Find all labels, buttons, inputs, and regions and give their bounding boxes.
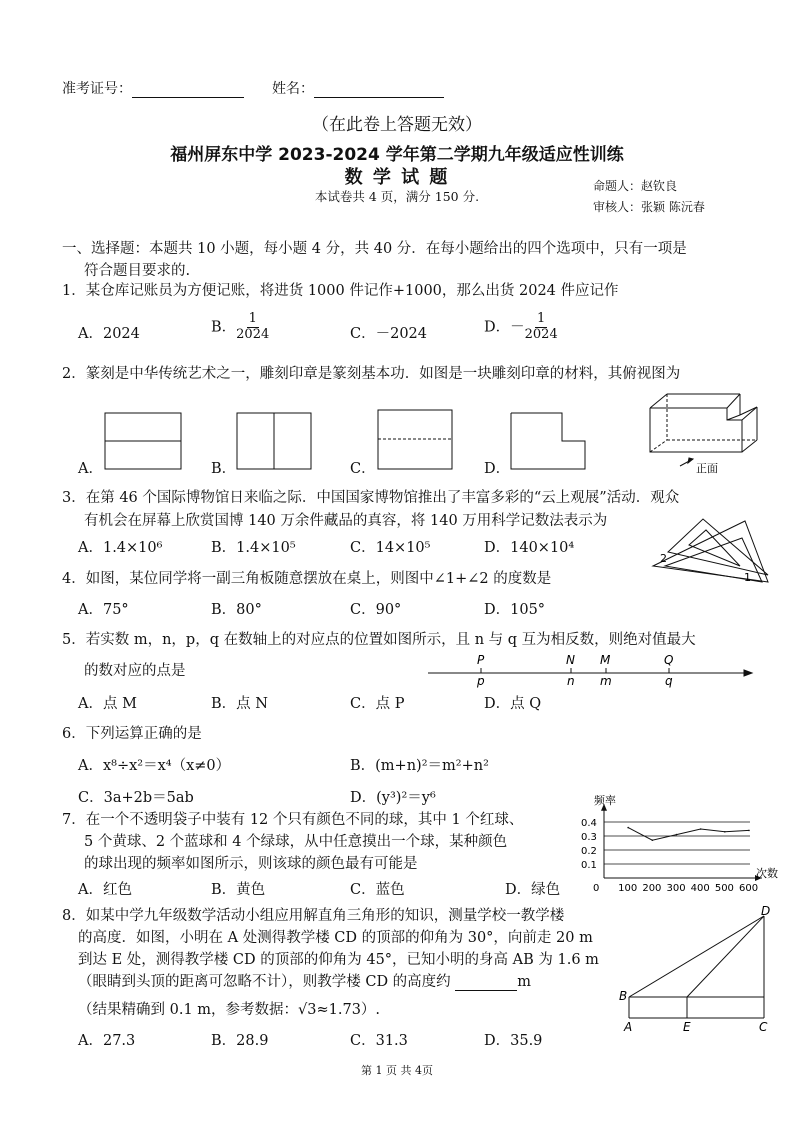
q1-option-c: C．－2024 bbox=[350, 326, 427, 342]
q1-d-numerator: 1 bbox=[537, 311, 546, 326]
q8-option-b: B．28.9 bbox=[211, 1033, 269, 1049]
q7-y-tick-label: 0.2 bbox=[581, 846, 597, 857]
q8-option-c: C．31.3 bbox=[350, 1033, 408, 1049]
q7-data-point bbox=[748, 830, 750, 832]
q2-option-d-figure bbox=[511, 413, 585, 469]
q1-stem: 1．某仓库记账员为方便记账，将进货 1000 件记作+1000，那么出货 2024 件应记作 bbox=[62, 283, 619, 299]
q7-data-point bbox=[676, 834, 678, 836]
section-heading: 一、选择题：本题共 10 小题，每小题 4 分，共 40 分．在每小题给出的四个选项中，只有一项是 bbox=[62, 241, 687, 257]
exam-id-label: 准考证号： bbox=[62, 81, 132, 97]
q8-stem-line2: 的高度．如图，小明在 A 处测得教学楼 CD 的顶部的仰角为 30°，向前走 20 m bbox=[78, 930, 593, 946]
q4-stem: 4．如图，某位同学将一副三角板随意摆放在桌上，则图中∠1+∠2 的度数是 bbox=[62, 571, 552, 587]
q7-data-point bbox=[724, 831, 726, 833]
q2-option-b-figure bbox=[237, 413, 311, 469]
q1-b-denominator: 2024 bbox=[236, 326, 270, 342]
q7-data-point bbox=[627, 827, 629, 829]
q8-point-D: D bbox=[761, 904, 771, 918]
q7-x-tick-label: 600 bbox=[739, 883, 759, 894]
q5-label-n: n bbox=[567, 674, 575, 688]
q2-front-label: 正面 bbox=[696, 462, 718, 475]
q8-stem-line4-text: （眼睛到头顶的距离可忽略不计），则教学楼 CD 的高度约 bbox=[78, 974, 451, 990]
q7-option-c: C．蓝色 bbox=[350, 882, 405, 898]
q4-option-c: C．90° bbox=[350, 602, 402, 618]
reviewer: 审核人：张颖 陈沅春 bbox=[593, 200, 705, 214]
q2-option-b: B． bbox=[211, 461, 237, 477]
q8-point-E: E bbox=[683, 1020, 691, 1034]
q1-b-numerator: 1 bbox=[248, 311, 257, 326]
q3-option-a: A．1.4×10⁶ bbox=[78, 540, 163, 556]
q1-option-d-label: D．－ bbox=[484, 319, 525, 336]
q7-series-line bbox=[628, 828, 749, 841]
q1-option-a: A．2024 bbox=[78, 326, 140, 342]
q7-x-tick-label: 300 bbox=[666, 883, 686, 894]
q7-option-a: A．红色 bbox=[78, 882, 132, 898]
q5-label-p: p bbox=[477, 674, 485, 688]
q7-data-point bbox=[700, 828, 702, 830]
q5-stem-line1: 5．若实数 m，n，p，q 在数轴上的对应点的位置如图所示，且 n 与 q 互为相反数，则绝对值最大 bbox=[62, 632, 696, 648]
q8-unit: m bbox=[517, 974, 532, 990]
q7-option-d: D．绿色 bbox=[505, 882, 561, 898]
q2-option-d: D． bbox=[484, 461, 511, 477]
q8-option-a: A．27.3 bbox=[78, 1033, 136, 1049]
q7-y-axis-title: 频率 bbox=[594, 793, 616, 807]
q7-data-point bbox=[652, 839, 654, 841]
q2-stamp-solid-figure bbox=[650, 394, 757, 466]
exam-title: 福州屏东中学 2023-2024 学年第二学期九年级适应性训练 bbox=[170, 145, 624, 165]
q3-stem-line1: 3．在第 46 个国际博物馆日来临之际．中国国家博物馆推出了丰富多彩的“云上观展”活动．观众 bbox=[62, 490, 680, 506]
q8-point-B: B bbox=[619, 989, 628, 1003]
q1-d-denominator: 2024 bbox=[524, 326, 558, 342]
q8-stem-line5: （结果精确到 0.1 m，参考数据：√3≈1.73）. bbox=[78, 1002, 381, 1018]
q1-option-b-label: B． bbox=[211, 319, 237, 336]
q2-option-a: A． bbox=[78, 461, 103, 477]
q7-x-tick-label: 100 bbox=[618, 883, 638, 894]
q6-option-a: A．x⁸÷x²＝x⁴（x≠0） bbox=[78, 758, 231, 774]
q4-angle-1-label: 1 bbox=[744, 571, 751, 584]
q7-frequency-chart bbox=[581, 793, 778, 894]
q7-origin-label: 0 bbox=[593, 883, 600, 894]
q7-x-tick-label: 500 bbox=[714, 883, 734, 894]
q7-option-b: B．黄色 bbox=[211, 882, 266, 898]
q2-option-c-figure bbox=[378, 410, 452, 469]
q5-option-c: C．点 P bbox=[350, 696, 405, 712]
page-footer: 第 1 页 共 4页 bbox=[361, 1064, 433, 1077]
q4-option-a: A．75° bbox=[78, 602, 129, 618]
q7-y-tick-label: 0.3 bbox=[581, 832, 597, 843]
subject-title: 数 学 试 题 bbox=[344, 167, 450, 188]
q6-stem: 6．下列运算正确的是 bbox=[62, 726, 202, 742]
q7-stem-line1: 7．在一个不透明袋子中装有 12 个只有颜色不同的球，其中 1 个红球、 bbox=[62, 812, 524, 828]
q6-option-d: D．(y³)²＝y⁶ bbox=[350, 790, 436, 806]
q7-x-axis-title: 次数 bbox=[756, 867, 778, 880]
q4-angle-2-label: 2 bbox=[660, 552, 667, 565]
q6-option-b: B．(m+n)²＝m²+n² bbox=[350, 758, 489, 774]
q5-point-M: M bbox=[600, 653, 611, 667]
q4-option-d: D．105° bbox=[484, 602, 546, 618]
q5-option-d: D．点 Q bbox=[484, 696, 542, 712]
q8-point-A: A bbox=[624, 1020, 633, 1034]
q8-stem-line1: 8．如某中学九年级数学活动小组应用解直角三角形的知识，测量学校一教学楼 bbox=[62, 908, 565, 924]
q5-point-N: N bbox=[566, 653, 575, 667]
q7-stem-line2: 5 个黄球、2 个蓝球和 4 个绿球，从中任意摸出一个球，某种颜色 bbox=[84, 834, 508, 850]
q5-label-q: q bbox=[665, 674, 673, 688]
q8-option-d: D．35.9 bbox=[484, 1033, 543, 1049]
q6-option-c: C．3a+2b＝5ab bbox=[78, 790, 194, 806]
q5-label-m: m bbox=[600, 674, 612, 688]
q7-x-tick-label: 200 bbox=[642, 883, 662, 894]
q5-option-b: B．点 N bbox=[211, 696, 268, 712]
section-heading-cont: 符合题目要求的. bbox=[84, 263, 191, 279]
q5-point-P: P bbox=[477, 653, 485, 667]
q4-option-b: B．80° bbox=[211, 602, 262, 618]
notice: （在此卷上答题无效） bbox=[312, 115, 482, 135]
q5-option-a: A．点 M bbox=[78, 696, 137, 712]
name-label: 姓名： bbox=[272, 81, 314, 97]
q8-building-figure bbox=[629, 916, 764, 1018]
q8-answer-blank bbox=[455, 976, 517, 991]
q3-option-d: D．140×10⁴ bbox=[484, 540, 575, 556]
q3-option-c: C．14×10⁵ bbox=[350, 540, 431, 556]
q3-option-b: B．1.4×10⁵ bbox=[211, 540, 296, 556]
q7-x-tick-label: 400 bbox=[690, 883, 710, 894]
q2-stem: 2．篆刻是中华传统艺术之一，雕刻印章是篆刻基本功．如图是一块雕刻印章的材料，其俯视图为 bbox=[62, 366, 681, 382]
q8-point-C: C bbox=[759, 1020, 768, 1034]
q7-stem-line3: 的球出现的频率如图所示，则该球的颜色最有可能是 bbox=[84, 856, 418, 872]
q7-y-tick-label: 0.1 bbox=[581, 860, 597, 871]
q3-stem-line2: 有机会在屏幕上欣赏国博 140 万余件藏品的真容，将 140 万用科学记数法表示为 bbox=[84, 513, 608, 529]
q8-stem-line3: 到达 E 处，测得教学楼 CD 的顶部的仰角为 45°，已知小明的身高 AB 为 1.6 m bbox=[78, 952, 599, 968]
q2-option-c: C． bbox=[350, 461, 376, 477]
q8-stem-line4 bbox=[78, 970, 531, 991]
exam-info: 本试卷共 4 页，满分 150 分. bbox=[314, 189, 480, 204]
q5-point-Q: Q bbox=[664, 653, 674, 667]
q2-option-a-figure bbox=[105, 413, 181, 469]
q7-y-tick-label: 0.4 bbox=[581, 818, 597, 829]
proposer: 命题人：赵钦良 bbox=[593, 179, 678, 193]
q5-stem-line2: 的数对应的点是 bbox=[84, 663, 186, 679]
